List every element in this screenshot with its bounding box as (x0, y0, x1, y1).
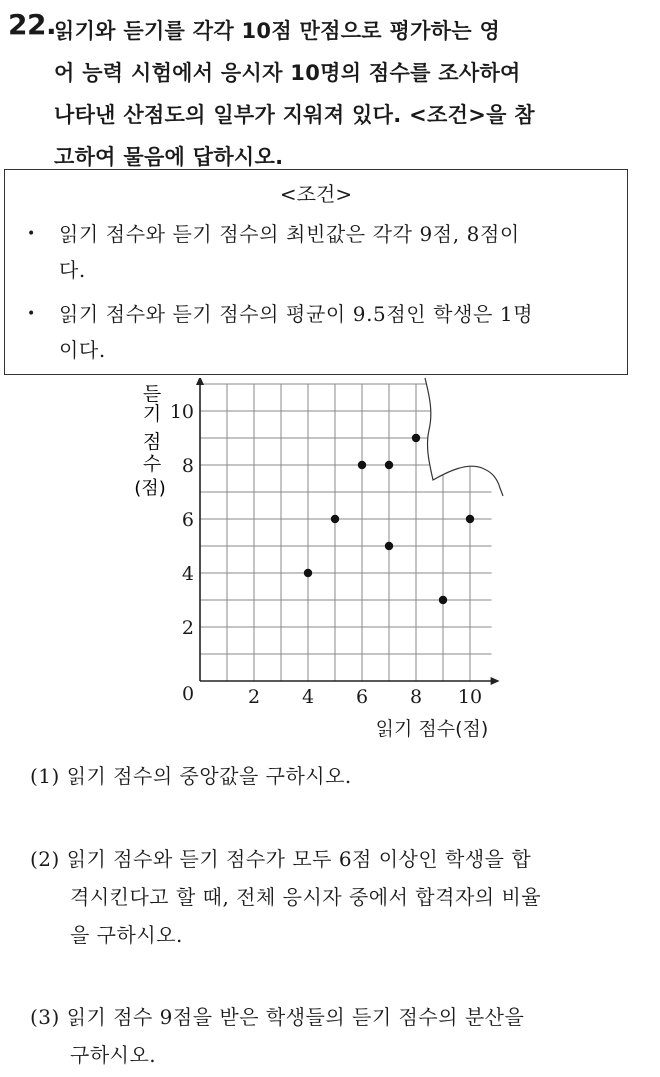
condition-text-cont: 이다. (59, 338, 106, 362)
condition-item (27, 216, 617, 288)
y-tick-label: 8 (181, 455, 194, 477)
condition-text: 읽기 점수와 듣기 점수의 최빈값은 각각 9점, 8점이 (59, 222, 520, 246)
y-axis-label-part: (점) (134, 478, 166, 499)
y-axis-label-part: 기 (142, 403, 162, 425)
conditions-box (4, 169, 628, 375)
y-tick-label: 4 (181, 563, 194, 585)
subquestion-text: (2) 읽기 점수와 듣기 점수가 모두 6점 이상인 학생을 합 (30, 847, 532, 871)
scatter-point (331, 515, 339, 523)
x-tick-label: 2 (247, 686, 261, 708)
subquestion-1 (30, 757, 640, 795)
scatter-point (385, 461, 393, 469)
x-tick-label: 10 (457, 686, 483, 708)
y-axis-arrow-icon (196, 378, 204, 385)
origin-label: 0 (181, 683, 195, 705)
subquestion-3 (30, 998, 640, 1074)
condition-item (27, 296, 617, 368)
x-axis-label: 읽기 점수(점) (375, 718, 489, 740)
scatter-point (385, 542, 393, 550)
condition-text-cont: 다. (59, 258, 86, 282)
bullet-icon: • (27, 226, 36, 242)
conditions-title: <조건> (279, 182, 353, 206)
question-number: 22. (8, 8, 57, 41)
question-stem (54, 10, 646, 178)
scatter-point (358, 461, 366, 469)
y-axis-label-part: 수 (142, 453, 162, 475)
stem-line: 고하여 물음에 답하시오. (54, 145, 284, 169)
stem-line: 나타낸 산점도의 일부가 지워져 있다. <조건>을 참 (54, 103, 535, 127)
y-tick-label: 6 (181, 509, 194, 531)
subquestion-text-cont: 을 구하시오. (70, 923, 183, 947)
y-tick-label: 10 (169, 401, 194, 423)
subquestion-text: (3) 읽기 점수 9점을 받은 학생들의 듣기 점수의 분산을 (30, 1005, 525, 1029)
y-tick-label: 2 (181, 617, 194, 639)
x-tick-label: 8 (409, 686, 423, 708)
x-tick-label: 4 (301, 686, 315, 708)
condition-text: 읽기 점수와 듣기 점수의 평균이 9.5점인 학생은 1명 (59, 302, 534, 326)
scatter-point (466, 515, 474, 523)
bullet-icon: • (27, 306, 36, 322)
y-axis-label (134, 383, 165, 499)
subquestion-text-cont: 구하시오. (70, 1043, 157, 1067)
x-tick-label: 6 (355, 686, 369, 708)
y-axis-label-part: 점 (142, 431, 162, 453)
scatter-plot (0, 378, 660, 748)
scatter-point (304, 569, 312, 577)
y-axis-label-part: 듣 (142, 383, 162, 405)
stem-line: 읽기와 듣기를 각각 10점 만점으로 평가하는 영 (54, 19, 501, 43)
subquestion-text-cont: 격시킨다고 할 때, 전체 응시자 중에서 합격자의 비율 (70, 885, 542, 909)
stem-line: 어 능력 시험에서 응시자 10명의 점수를 조사하여 (54, 61, 521, 85)
subquestion-text: (1) 읽기 점수의 중앙값을 구하시오. (30, 764, 352, 788)
x-axis-arrow-icon (491, 677, 500, 685)
scatter-point (439, 596, 447, 604)
subquestion-2 (30, 840, 640, 954)
scatter-point (412, 434, 420, 442)
